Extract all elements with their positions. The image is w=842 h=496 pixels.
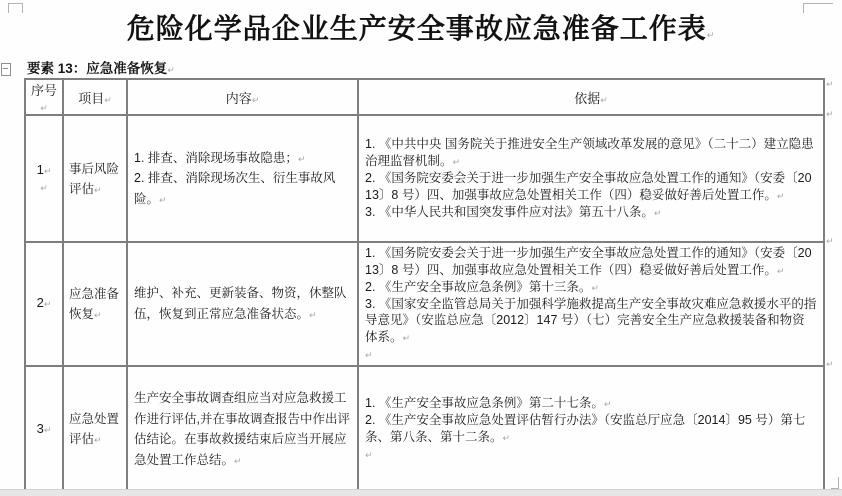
page-bottom-edge bbox=[0, 489, 842, 496]
table-row-2 bbox=[25, 242, 824, 366]
cell-item-2: 应急准备恢复↵ bbox=[63, 242, 127, 366]
col-header-item: 项目↵ bbox=[63, 79, 127, 115]
paragraph-mark: ↵ bbox=[826, 237, 834, 247]
cell-content-1: 1. 排查、消除现场事故隐患；↵ 2. 排查、消除现场次生、衍生事故风险。↵ bbox=[127, 115, 358, 242]
cell-basis-1: 1. 《中共中央 国务院关于推进安全生产领域改革发展的意见》（二十二）建立隐患治理监督机制。↵ 2. 《国务院安委会关于进一步加强生产安全事故应急处置工作的通知》（安委〔2013〕8 号）四、加强事故应急处置相关工作（四）稳妥做好善后处置工作。↵ 3. 《中华人民共和国突发事件应对法》第五十八条。↵ bbox=[358, 115, 824, 242]
work-table bbox=[24, 78, 825, 494]
cell-no-3: 3↵ bbox=[25, 366, 63, 493]
col-header-content: 内容↵ bbox=[127, 79, 358, 115]
document-title: 危险化学品企业生产安全事故应急准备工作表↵ bbox=[126, 12, 716, 45]
col-header-basis: 依据↵ bbox=[358, 79, 824, 115]
table-row-3 bbox=[25, 366, 824, 493]
margin-artifact-icon bbox=[1, 63, 11, 76]
section-label: 要素 13：应急准备恢复↵ bbox=[27, 61, 175, 76]
table-row-1 bbox=[25, 115, 824, 242]
cell-no-1: 1↵ ↵ bbox=[25, 115, 63, 242]
crop-mark-top-right-icon bbox=[803, 3, 833, 13]
col-header-no: 序号↵ bbox=[25, 79, 63, 115]
paragraph-mark: ↵ bbox=[826, 80, 834, 90]
cell-content-3: 生产安全事故调查组应当对应急救援工作进行评估,并在事故调查报告中作出评估结论。在事故救援结束后应当开展应急处置工作总结。↵ bbox=[127, 366, 358, 493]
cell-no-2: 2↵ bbox=[25, 242, 63, 366]
cell-item-3: 应急处置评估↵ bbox=[63, 366, 127, 493]
cell-item-1: 事后风险评估↵ bbox=[63, 115, 127, 242]
crop-mark-bottom-right-icon bbox=[831, 477, 839, 489]
header-row bbox=[25, 79, 824, 115]
crop-mark-top-left-icon bbox=[8, 3, 23, 13]
cell-basis-3: 1. 《生产安全事故应急条例》第二十七条。↵ 2. 《生产安全事故应急处置评估暂行办法》（安监总厅应急〔2014〕95 号）第七条、第八条、第十二条。↵ ↵ bbox=[358, 366, 824, 493]
cell-basis-2: 1. 《国务院安委会关于进一步加强生产安全事故应急处置工作的通知》（安委〔2013〕8 号）四、加强事故应急处置相关工作（四）稳妥做好善后处置工作。↵ 2. 《生产安全事故应急条例》第十三条。↵ 3. 《国家安全监管总局关于加强科学施救提高生产安全事故灾难应急救援水平的指导意见》（安监总应急〔2012〕147 号）（七）完善安全生产应急救援装备和物资体系。↵ ↵ bbox=[358, 242, 824, 366]
cell-content-2: 维护、补充、更新装备、物资，休整队伍，恢复到正常应急准备状态。↵ bbox=[127, 242, 358, 366]
paragraph-mark: ↵ bbox=[826, 360, 834, 370]
paragraph-mark: ↵ bbox=[826, 110, 834, 120]
